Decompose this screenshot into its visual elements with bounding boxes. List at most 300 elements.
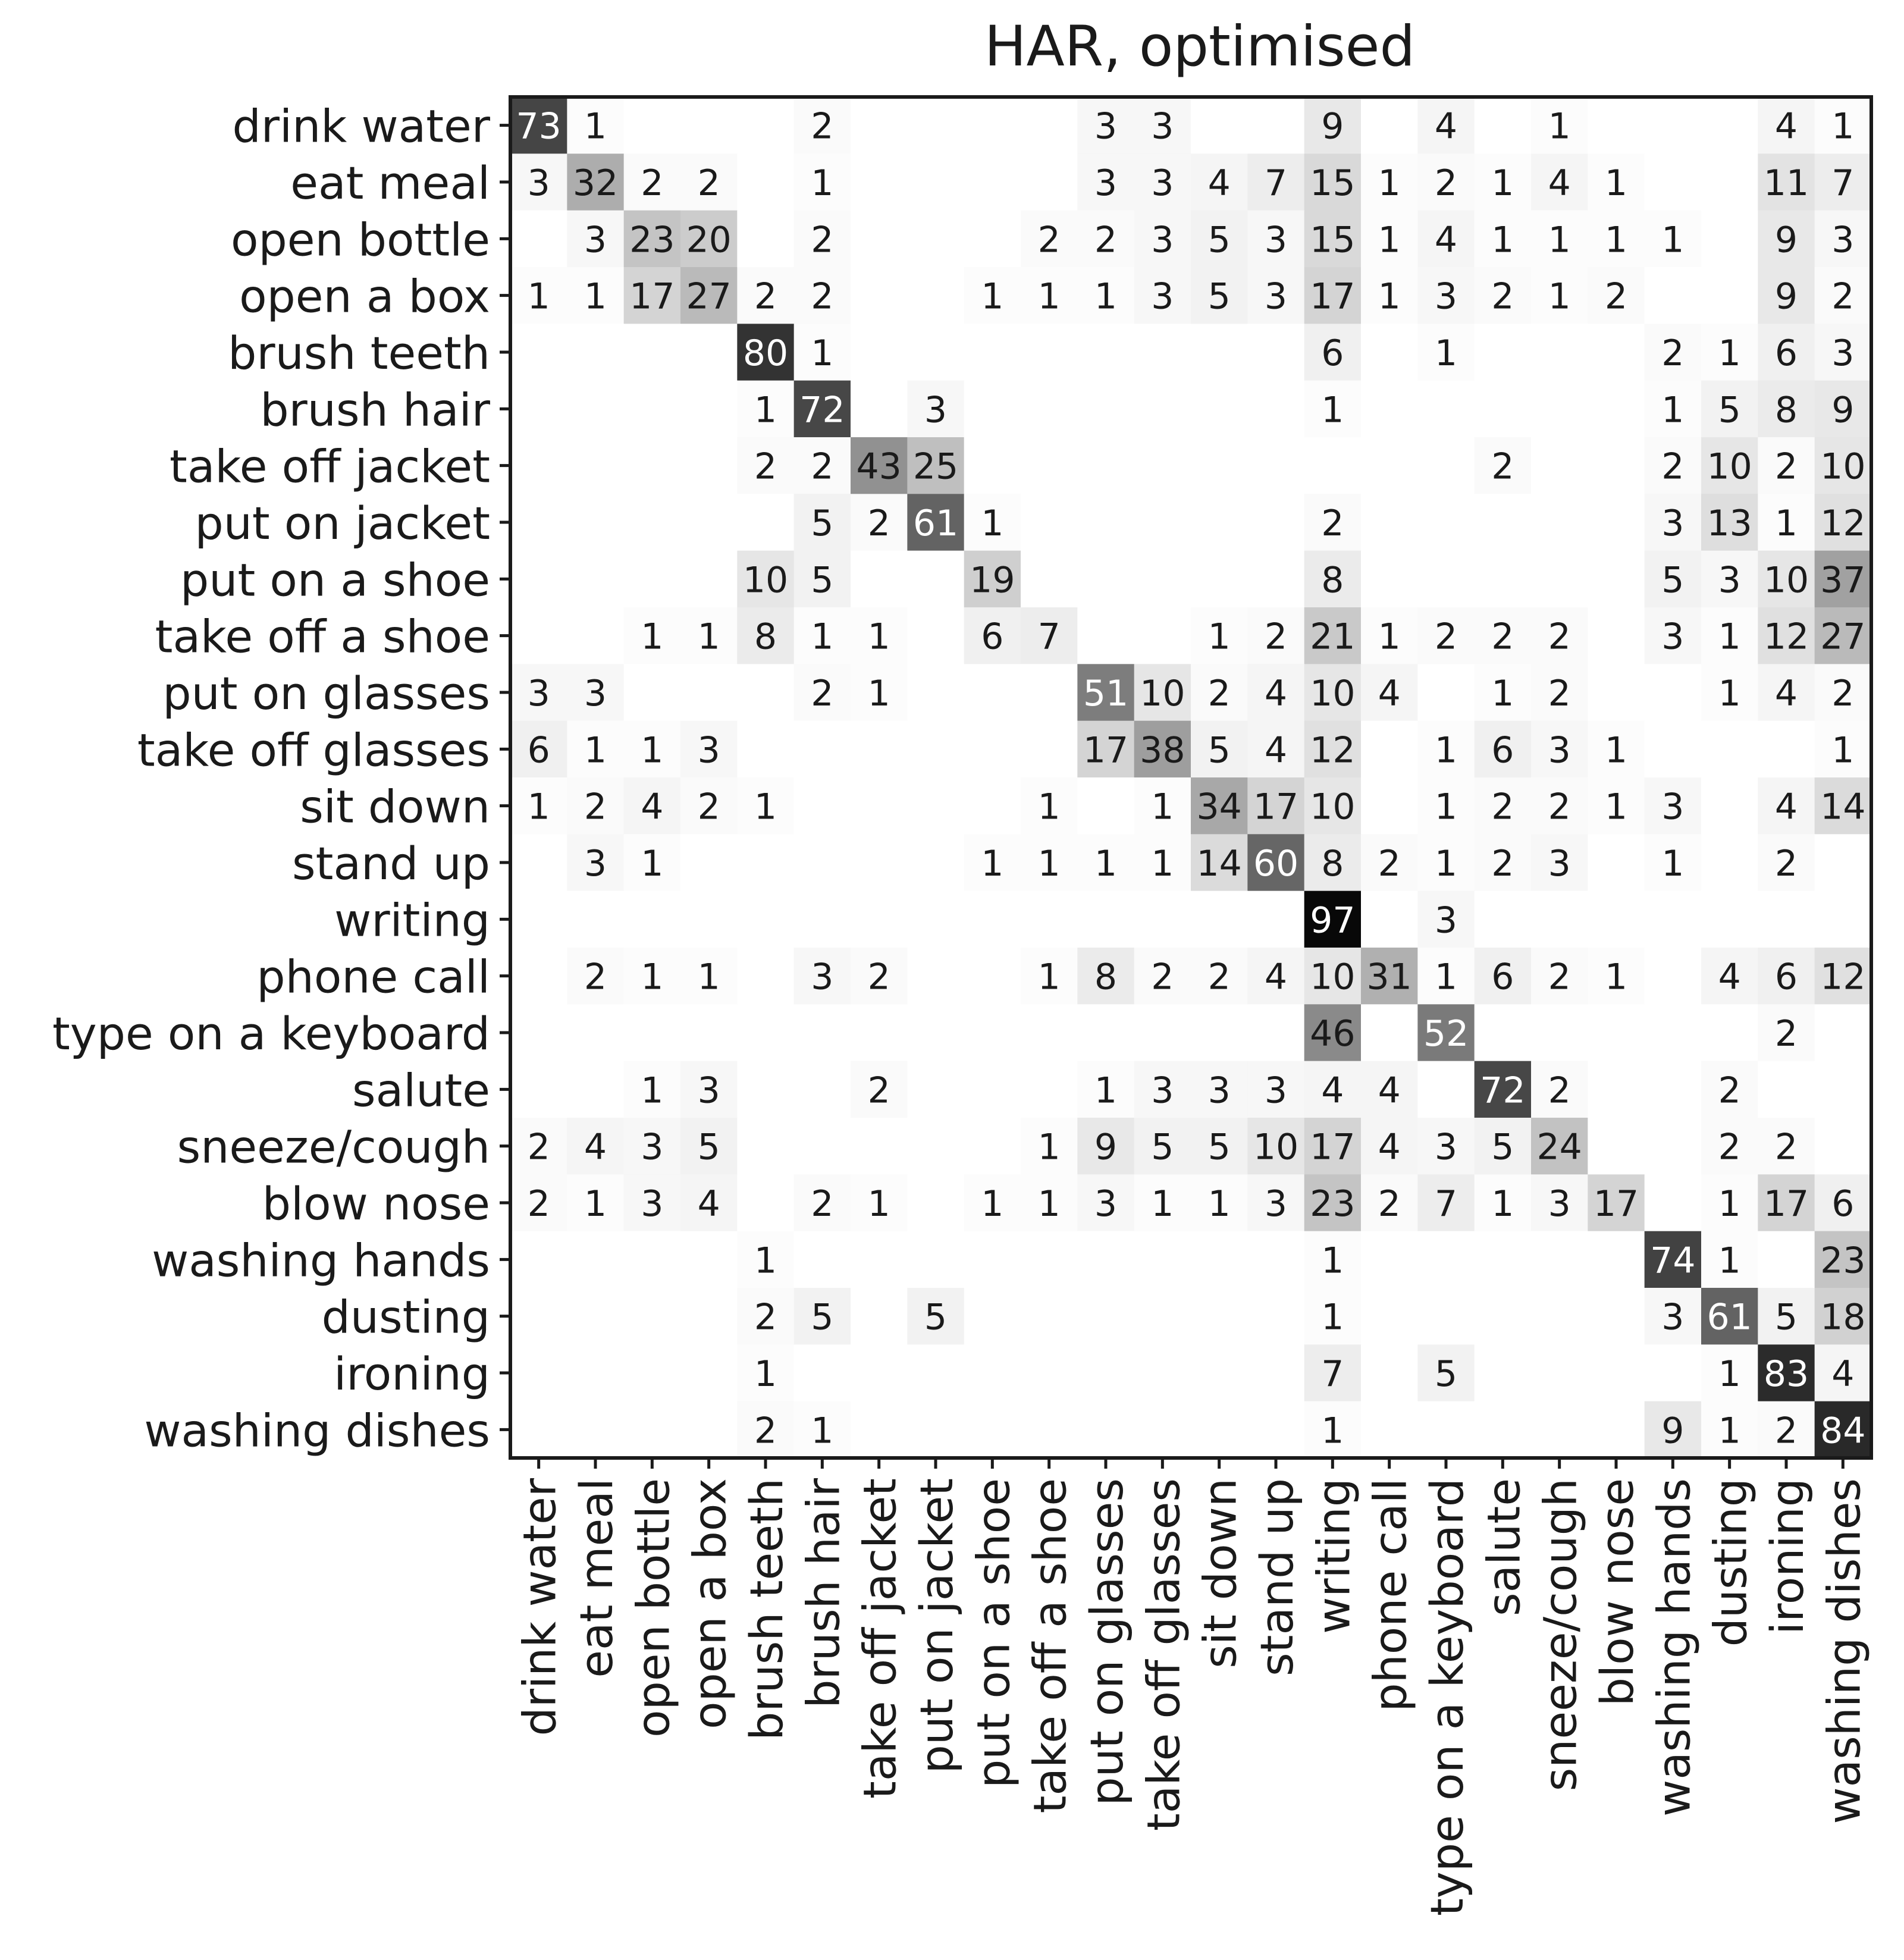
cell-value-label: 5 (1491, 1126, 1514, 1168)
heatmap-cell (1134, 324, 1191, 381)
y-tick-label: take off a shoe (155, 610, 490, 663)
cell-value-label: 1 (754, 786, 777, 828)
cell-value-label: 7 (1321, 1353, 1344, 1395)
heatmap-cell (964, 437, 1021, 494)
heatmap-cell (680, 1344, 738, 1401)
heatmap-cell (510, 1288, 567, 1345)
cell-value-label: 4 (1434, 105, 1458, 148)
cell-value-label: 4 (584, 1126, 607, 1168)
heatmap-cell (1077, 607, 1134, 664)
heatmap-cell (1645, 664, 1702, 721)
x-tick-label: take off glasses (1137, 1478, 1190, 1832)
heatmap-cell (737, 891, 794, 948)
cell-value-label: 1 (1207, 616, 1231, 658)
cell-value-label: 2 (1718, 1070, 1741, 1112)
cell-value-label: 1 (584, 1183, 607, 1225)
cell-value-label: 1 (1321, 1240, 1344, 1282)
heatmap-cell (1531, 551, 1588, 608)
cell-value-label: 3 (697, 729, 720, 772)
heatmap-cell (1021, 1231, 1078, 1288)
heatmap-cell (1815, 1118, 1872, 1175)
cell-value-label: 1 (584, 105, 607, 148)
cell-value-label: 4 (1264, 729, 1288, 772)
heatmap-cell (1077, 777, 1134, 835)
heatmap-cell (680, 664, 738, 721)
heatmap-cell (964, 1401, 1021, 1459)
cell-value-label: 1 (1661, 843, 1685, 885)
heatmap-cell (1417, 1061, 1475, 1118)
cell-value-label: 3 (527, 162, 550, 204)
heatmap-cell (1475, 381, 1532, 438)
cell-value-label: 1 (1037, 1126, 1061, 1168)
heatmap-cell (624, 551, 681, 608)
cell-value-label: 2 (1151, 956, 1174, 998)
heatmap-cell (851, 777, 908, 835)
heatmap-cell (1361, 494, 1418, 551)
cell-value-label: 1 (754, 389, 777, 431)
heatmap-cell (1247, 324, 1304, 381)
cell-value-label: 9 (1831, 389, 1855, 431)
x-tick-label: washing hands (1647, 1478, 1701, 1817)
cell-value-label: 3 (584, 843, 607, 885)
heatmap-cell (907, 1061, 964, 1118)
heatmap-cell (1531, 381, 1588, 438)
cell-value-label: 23 (629, 219, 675, 261)
heatmap-cell (964, 891, 1021, 948)
cell-value-label: 3 (697, 1070, 720, 1112)
heatmap-cell (1701, 267, 1758, 324)
cell-value-label: 2 (867, 1070, 890, 1112)
cell-value-label: 7 (1037, 616, 1061, 658)
heatmap-cell (1417, 1288, 1475, 1345)
heatmap-cell (510, 607, 567, 664)
cell-value-label: 2 (1661, 446, 1685, 488)
cell-value-label: 2 (1548, 956, 1571, 998)
heatmap-cell (851, 891, 908, 948)
cell-value-label: 51 (1083, 673, 1129, 714)
cell-value-label: 1 (1151, 1183, 1174, 1225)
heatmap-cell (794, 834, 851, 891)
cell-value-label: 8 (1321, 559, 1344, 601)
y-axis (52, 100, 510, 1457)
heatmap-cell (907, 1231, 964, 1288)
cell-value-label: 2 (867, 956, 890, 998)
cell-value-label: 1 (811, 1410, 834, 1452)
cell-value-label: 1 (1094, 1070, 1118, 1112)
heatmap-cell (510, 891, 567, 948)
cell-value-label: 1 (1434, 956, 1458, 998)
heatmap-cell (964, 1288, 1021, 1345)
cell-value-label: 3 (1434, 899, 1458, 942)
heatmap-cell (567, 324, 624, 381)
cell-value-label: 2 (1718, 1126, 1741, 1168)
heatmap-cell (1475, 1344, 1532, 1401)
cell-value-label: 1 (1774, 503, 1798, 544)
cell-value-label: 4 (1378, 1070, 1401, 1112)
heatmap-cell (851, 324, 908, 381)
cell-value-label: 15 (1310, 162, 1356, 204)
heatmap-cell (851, 721, 908, 778)
heatmap-cell (1077, 1004, 1134, 1061)
cell-value-label: 9 (1321, 105, 1344, 148)
heatmap-cell (624, 97, 681, 154)
cell-value-label: 60 (1253, 843, 1299, 885)
cell-value-label: 1 (1604, 956, 1628, 998)
cell-value-label: 1 (641, 843, 664, 885)
heatmap-cell (1701, 721, 1758, 778)
heatmap-cell (1191, 494, 1248, 551)
cell-value-label: 3 (1264, 219, 1288, 261)
heatmap-cell (1701, 891, 1758, 948)
y-tick-label: type on a keyboard (52, 1007, 490, 1060)
heatmap-cell (1588, 1231, 1645, 1288)
heatmap-cell (1361, 551, 1418, 608)
heatmap-cell (794, 891, 851, 948)
cell-value-label: 10 (742, 559, 789, 601)
heatmap-cell (567, 891, 624, 948)
heatmap-cell (624, 494, 681, 551)
cell-value-label: 1 (1718, 616, 1741, 658)
heatmap-cell (907, 834, 964, 891)
cell-value-label: 20 (686, 219, 732, 261)
x-tick-label: writing (1307, 1478, 1360, 1634)
heatmap-cell (1701, 153, 1758, 211)
heatmap-cell (1588, 1004, 1645, 1061)
heatmap-cell (1645, 891, 1702, 948)
cell-value-label: 1 (981, 843, 1004, 885)
heatmap-cell (737, 948, 794, 1005)
heatmap-cell (1701, 1004, 1758, 1061)
x-tick-label: sit down (1193, 1478, 1247, 1669)
cell-value-label: 7 (1434, 1183, 1458, 1225)
cell-value-label: 32 (572, 162, 619, 204)
cell-value-label: 4 (1321, 1070, 1344, 1112)
heatmap-cell (1247, 551, 1304, 608)
cell-value-label: 5 (811, 559, 834, 601)
cell-value-label: 83 (1763, 1353, 1809, 1395)
heatmap-cell (794, 1344, 851, 1401)
heatmap-cell (1531, 1231, 1588, 1288)
heatmap-cell (680, 494, 738, 551)
cell-value-label: 4 (1774, 673, 1798, 714)
heatmap-cell (1134, 1004, 1191, 1061)
cell-value-label: 5 (1151, 1126, 1174, 1168)
heatmap-cell (907, 551, 964, 608)
heatmap-cell (680, 834, 738, 891)
cell-value-label: 34 (1196, 786, 1242, 828)
cell-value-label: 7 (1264, 162, 1288, 204)
cell-value-label: 43 (856, 446, 902, 488)
heatmap-cell (567, 551, 624, 608)
x-tick-label: sneeze/cough (1533, 1478, 1587, 1792)
x-tick-label: washing dishes (1817, 1478, 1871, 1824)
heatmap-cell (1247, 1344, 1304, 1401)
heatmap-cell (1531, 437, 1588, 494)
x-tick-label: stand up (1250, 1478, 1303, 1676)
heatmap-cell (964, 381, 1021, 438)
heatmap-cell (1475, 551, 1532, 608)
heatmap-cell (964, 948, 1021, 1005)
heatmap-cell (680, 1004, 738, 1061)
heatmap-cell (1758, 1061, 1815, 1118)
heatmap-cell (1191, 324, 1248, 381)
cell-value-label: 4 (1548, 162, 1571, 204)
heatmap-cell (680, 551, 738, 608)
heatmap-cell (851, 1344, 908, 1401)
cell-value-label: 1 (1037, 786, 1061, 828)
heatmap-cell (624, 1004, 681, 1061)
cell-value-label: 1 (1604, 162, 1628, 204)
cell-value-label: 10 (1310, 673, 1356, 714)
cell-value-label: 9 (1661, 1410, 1685, 1452)
cell-value-label: 1 (1207, 1183, 1231, 1225)
heatmap-cell (851, 834, 908, 891)
heatmap-cell (510, 324, 567, 381)
cell-value-label: 3 (1434, 275, 1458, 318)
cell-value-label: 1 (1378, 275, 1401, 318)
heatmap-cell (964, 664, 1021, 721)
heatmap-cell (737, 1061, 794, 1118)
heatmap-cell (680, 381, 738, 438)
heatmap-cell (624, 891, 681, 948)
cell-value-label: 80 (742, 333, 789, 374)
heatmap-cell (1645, 267, 1702, 324)
cell-value-label: 10 (1707, 446, 1752, 488)
heatmap-cell (1191, 551, 1248, 608)
cell-value-label: 2 (1831, 275, 1855, 318)
heatmap-cell (851, 153, 908, 211)
heatmap-cell (1021, 437, 1078, 494)
cell-value-label: 1 (811, 162, 834, 204)
cell-value-label: 2 (1661, 333, 1685, 374)
heatmap-cell (1531, 1004, 1588, 1061)
heatmap-cell (1588, 1401, 1645, 1459)
cell-value-label: 5 (697, 1126, 720, 1168)
heatmap-cell (907, 664, 964, 721)
cell-value-label: 2 (1378, 843, 1401, 885)
cell-value-label: 17 (1310, 1126, 1356, 1168)
cell-value-label: 1 (641, 729, 664, 772)
cell-value-label: 3 (584, 673, 607, 714)
cell-value-label: 3 (1264, 1070, 1288, 1112)
heatmap-cell (1191, 437, 1248, 494)
cell-value-label: 6 (1491, 729, 1514, 772)
heatmap-cell (1021, 551, 1078, 608)
cell-value-label: 2 (1548, 786, 1571, 828)
heatmap-cell (737, 721, 794, 778)
cell-value-label: 1 (1151, 786, 1174, 828)
heatmap-cell (1247, 1004, 1304, 1061)
heatmap-cell (1588, 494, 1645, 551)
x-tick-label: brush teeth (740, 1478, 793, 1741)
cell-value-label: 10 (1310, 956, 1356, 998)
cell-value-label: 2 (754, 1296, 777, 1338)
cell-value-label: 10 (1310, 786, 1356, 828)
heatmap-cell (1021, 1288, 1078, 1345)
x-tick-label: put on glasses (1080, 1478, 1133, 1806)
cell-value-label: 19 (970, 559, 1015, 601)
y-tick-label: drink water (232, 99, 490, 153)
chart-title: HAR, optimised (984, 14, 1416, 79)
heatmap-cell (1701, 834, 1758, 891)
cell-value-label: 27 (686, 275, 732, 318)
cell-value-label: 2 (811, 105, 834, 148)
heatmap-cell (794, 721, 851, 778)
heatmap-cell (737, 834, 794, 891)
cell-value-label: 2 (1037, 219, 1061, 261)
cell-value-label: 2 (1604, 275, 1628, 318)
y-tick-label: brush hair (260, 383, 490, 437)
heatmap-cell (1588, 1344, 1645, 1401)
cell-value-label: 1 (754, 1353, 777, 1395)
heatmap-cell (1531, 324, 1588, 381)
heatmap-cell (794, 1004, 851, 1061)
heatmap-cell (1645, 97, 1702, 154)
heatmap-cell (1361, 1288, 1418, 1345)
cell-value-label: 2 (1491, 616, 1514, 658)
heatmap-cell (680, 97, 738, 154)
cell-value-label: 1 (1491, 1183, 1514, 1225)
cell-value-label: 73 (516, 105, 562, 148)
y-tick-label: brush teeth (228, 327, 490, 380)
x-tick-label: open a box (683, 1478, 736, 1729)
heatmap-cell (737, 211, 794, 268)
heatmap-cell (1361, 437, 1418, 494)
cell-value-label: 2 (754, 275, 777, 318)
cell-value-label: 1 (1037, 843, 1061, 885)
heatmap-cell (964, 1061, 1021, 1118)
heatmap-cell (1077, 494, 1134, 551)
heatmap-cell (567, 1288, 624, 1345)
heatmap-cell (1815, 1061, 1872, 1118)
cell-value-label: 8 (1094, 956, 1118, 998)
heatmap-cell (567, 437, 624, 494)
heatmap-cell (680, 324, 738, 381)
x-tick-label: brush hair (796, 1478, 850, 1708)
heatmap-cell (794, 777, 851, 835)
heatmap-cell (737, 97, 794, 154)
heatmap-cell (907, 1401, 964, 1459)
cell-value-label: 17 (1763, 1183, 1809, 1225)
heatmap-cell (1021, 97, 1078, 154)
cell-value-label: 2 (867, 503, 890, 544)
heatmap-cell (567, 381, 624, 438)
cell-value-label: 2 (1831, 673, 1855, 714)
cell-value-label: 5 (1207, 729, 1231, 772)
cell-value-label: 3 (641, 1126, 664, 1168)
cell-value-label: 17 (1083, 729, 1129, 772)
heatmap-cell (1531, 891, 1588, 948)
heatmap-cell (907, 97, 964, 154)
heatmap-cell (737, 1004, 794, 1061)
x-tick-label: blow nose (1591, 1478, 1643, 1707)
heatmap-cell (510, 211, 567, 268)
heatmap-cell (1021, 1004, 1078, 1061)
cell-value-label: 10 (1140, 673, 1185, 714)
cell-value-label: 1 (641, 956, 664, 998)
heatmap-cell (1304, 437, 1362, 494)
cell-value-label: 2 (1434, 162, 1458, 204)
cell-value-label: 74 (1650, 1240, 1696, 1282)
heatmap-cell (964, 97, 1021, 154)
cell-value-label: 2 (811, 1183, 834, 1225)
cell-value-label: 23 (1820, 1240, 1866, 1282)
cell-value-label: 5 (811, 503, 834, 544)
heatmap-cell (1191, 381, 1248, 438)
heatmap-cell (1247, 1231, 1304, 1288)
cell-value-label: 5 (1718, 389, 1741, 431)
cell-value-label: 4 (1378, 673, 1401, 714)
heatmap-cell (737, 1174, 794, 1231)
heatmap-cell (1475, 494, 1532, 551)
heatmap-cell (680, 891, 738, 948)
cell-value-label: 3 (1548, 843, 1571, 885)
cell-value-label: 3 (1094, 162, 1118, 204)
heatmap-cell (1475, 1288, 1532, 1345)
cell-value-label: 1 (811, 333, 834, 374)
cell-value-label: 1 (1321, 1296, 1344, 1338)
cell-value-label: 2 (1491, 843, 1514, 885)
cell-value-label: 3 (1151, 1070, 1174, 1112)
cell-value-label: 3 (1151, 105, 1174, 148)
heatmap-cell (1247, 891, 1304, 948)
cell-value-label: 1 (1094, 275, 1118, 318)
heatmap-cell (1417, 1231, 1475, 1288)
cell-value-label: 1 (1434, 843, 1458, 885)
cell-value-label: 5 (1434, 1353, 1458, 1395)
heatmap-cell (1417, 1401, 1475, 1459)
cell-value-label: 3 (1151, 275, 1174, 318)
heatmap-cell (1588, 97, 1645, 154)
cell-value-label: 4 (697, 1183, 720, 1225)
cell-value-label: 1 (1434, 729, 1458, 772)
cell-value-label: 3 (1151, 162, 1174, 204)
heatmap-cell (907, 211, 964, 268)
cell-value-label: 17 (1253, 786, 1299, 828)
heatmap-cell (1588, 551, 1645, 608)
heatmap-cell (510, 494, 567, 551)
cell-value-label: 1 (867, 1183, 890, 1225)
heatmap-cell (1134, 1344, 1191, 1401)
cell-value-label: 3 (1094, 105, 1118, 148)
heatmap-cell (737, 153, 794, 211)
cell-value-label: 1 (1491, 162, 1514, 204)
cell-value-label: 4 (1718, 956, 1741, 998)
cell-value-label: 9 (1774, 275, 1798, 318)
cell-value-label: 4 (1378, 1126, 1401, 1168)
x-tick-label: open bottle (626, 1478, 680, 1738)
cell-value-label: 14 (1196, 843, 1242, 885)
heatmap-cell (1191, 1344, 1248, 1401)
cell-value-label: 1 (1831, 105, 1855, 148)
heatmap-cell (964, 777, 1021, 835)
cell-value-label: 2 (527, 1126, 550, 1168)
cell-value-label: 2 (1548, 616, 1571, 658)
heatmap-cell (1645, 153, 1702, 211)
cell-value-label: 21 (1310, 616, 1356, 658)
cell-value-label: 1 (527, 786, 550, 828)
heatmap-cell (1361, 1344, 1418, 1401)
cell-value-label: 18 (1820, 1296, 1866, 1338)
cell-value-label: 1 (1037, 275, 1061, 318)
x-tick-label: put on jacket (910, 1478, 963, 1774)
heatmap-cell (907, 1004, 964, 1061)
heatmap-cell (1134, 1288, 1191, 1345)
cell-value-label: 3 (1661, 786, 1685, 828)
cell-value-label: 1 (697, 616, 720, 658)
cell-value-label: 1 (1718, 673, 1741, 714)
heatmap-cell (510, 834, 567, 891)
